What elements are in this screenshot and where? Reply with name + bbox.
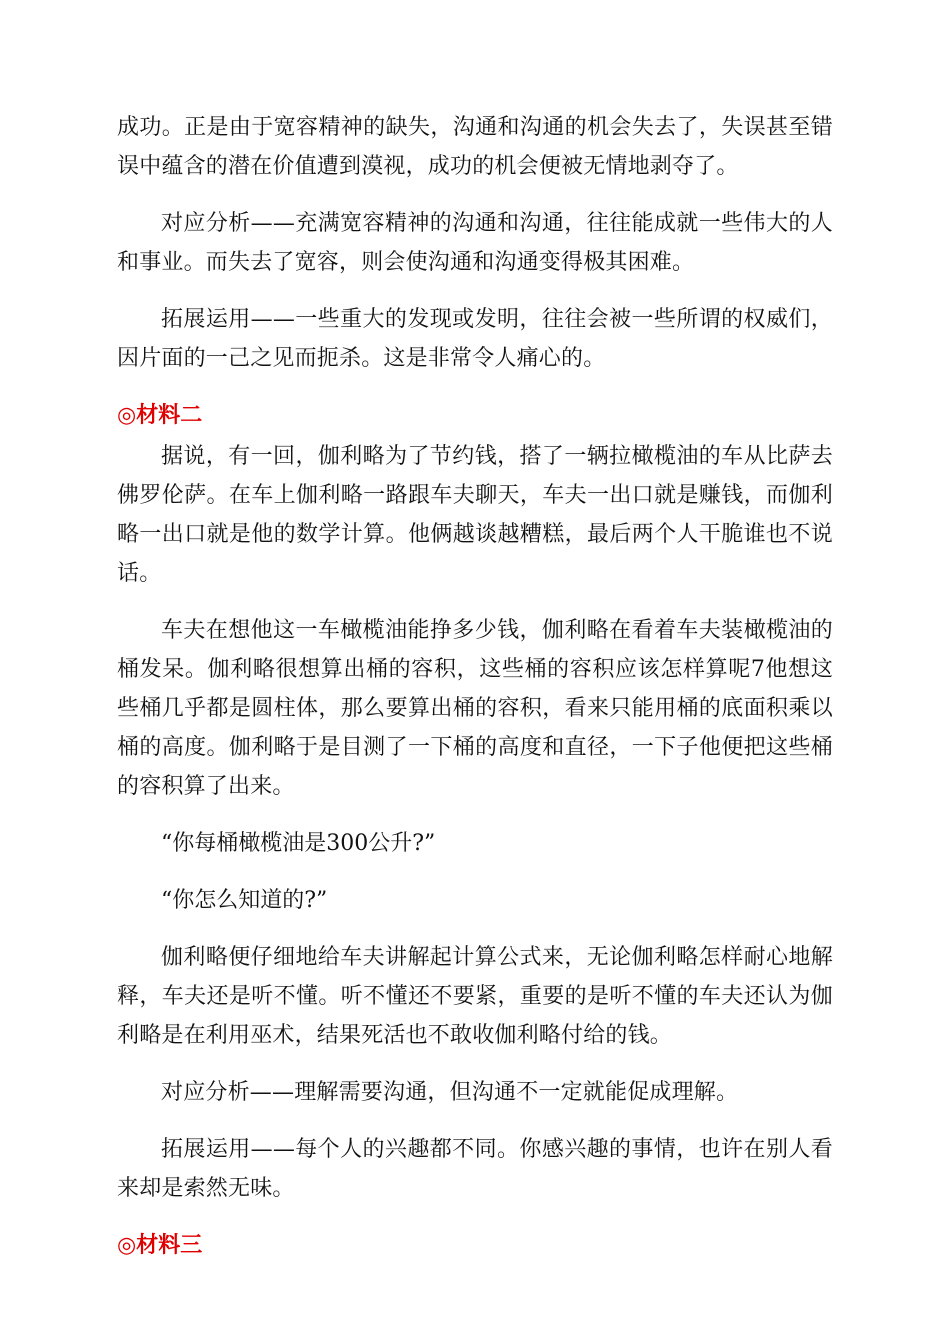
- dialogue-quote-2: “你怎么知道的?”: [161, 888, 328, 913]
- document-body: [117, 108, 833, 1265]
- paragraph-story-1: 据说，有一回，伽利略为了节约钱，搭了一辆拉橄榄油的车从比萨去佛罗伦萨。在车上伽利略一路跟车夫聊天，车夫一出口就是赚钱，而伽利略一出口就是他的数学计算。他俩越谈越糟糕，最后两个人干脆谁也不说话。: [117, 444, 833, 586]
- paragraph-continuation: 成功。正是由于宽容精神的缺失，沟通和沟通的机会失去了，失误甚至错误中蕴含的潜在价值遭到漠视，成功的机会便被无情地剥夺了。: [117, 115, 833, 179]
- section-heading-material-3: ◎材料三: [117, 1233, 203, 1258]
- paragraph-extension-1: 拓展运用——一些重大的发现或发明，往往会被一些所谓的权威们，因片面的一己之见而扼杀。这是非常令人痛心的。: [117, 307, 833, 371]
- paragraph-extension-2: 拓展运用——每个人的兴趣都不同。你感兴趣的事情，也许在别人看来却是索然无味。: [117, 1137, 833, 1201]
- dialogue-quote-1: “你每桶橄榄油是300公升?”: [161, 831, 436, 856]
- section-heading-material-2: ◎材料二: [117, 403, 203, 428]
- paragraph-story-2: 车夫在想他这一车橄榄油能挣多少钱，伽利略在看着车夫装橄榄油的桶发呆。伽利略很想算出桶的容积，这些桶的容积应该怎样算呢7他想这些桶几乎都是圆柱体，那么要算出桶的容积，看来只能用桶的底面积乘以桶的高度。伽利略于是目测了一下桶的高度和直径，一下子他便把这些桶的容积算了出来。: [117, 618, 833, 799]
- paragraph-story-3: 伽利略便仔细地给车夫讲解起计算公式来，无论伽利略怎样耐心地解释，车夫还是听不懂。听不懂还不要紧，重要的是听不懂的车夫还认为伽利略是在利用巫术，结果死活也不敢收伽利略付给的钱。: [117, 945, 833, 1048]
- paragraph-analysis-1: 对应分析——充满宽容精神的沟通和沟通，往往能成就一些伟大的人和事业。而失去了宽容，则会使沟通和沟通变得极其困难。: [117, 211, 833, 275]
- paragraph-analysis-2: 对应分析——理解需要沟通，但沟通不一定就能促成理解。: [161, 1080, 739, 1105]
